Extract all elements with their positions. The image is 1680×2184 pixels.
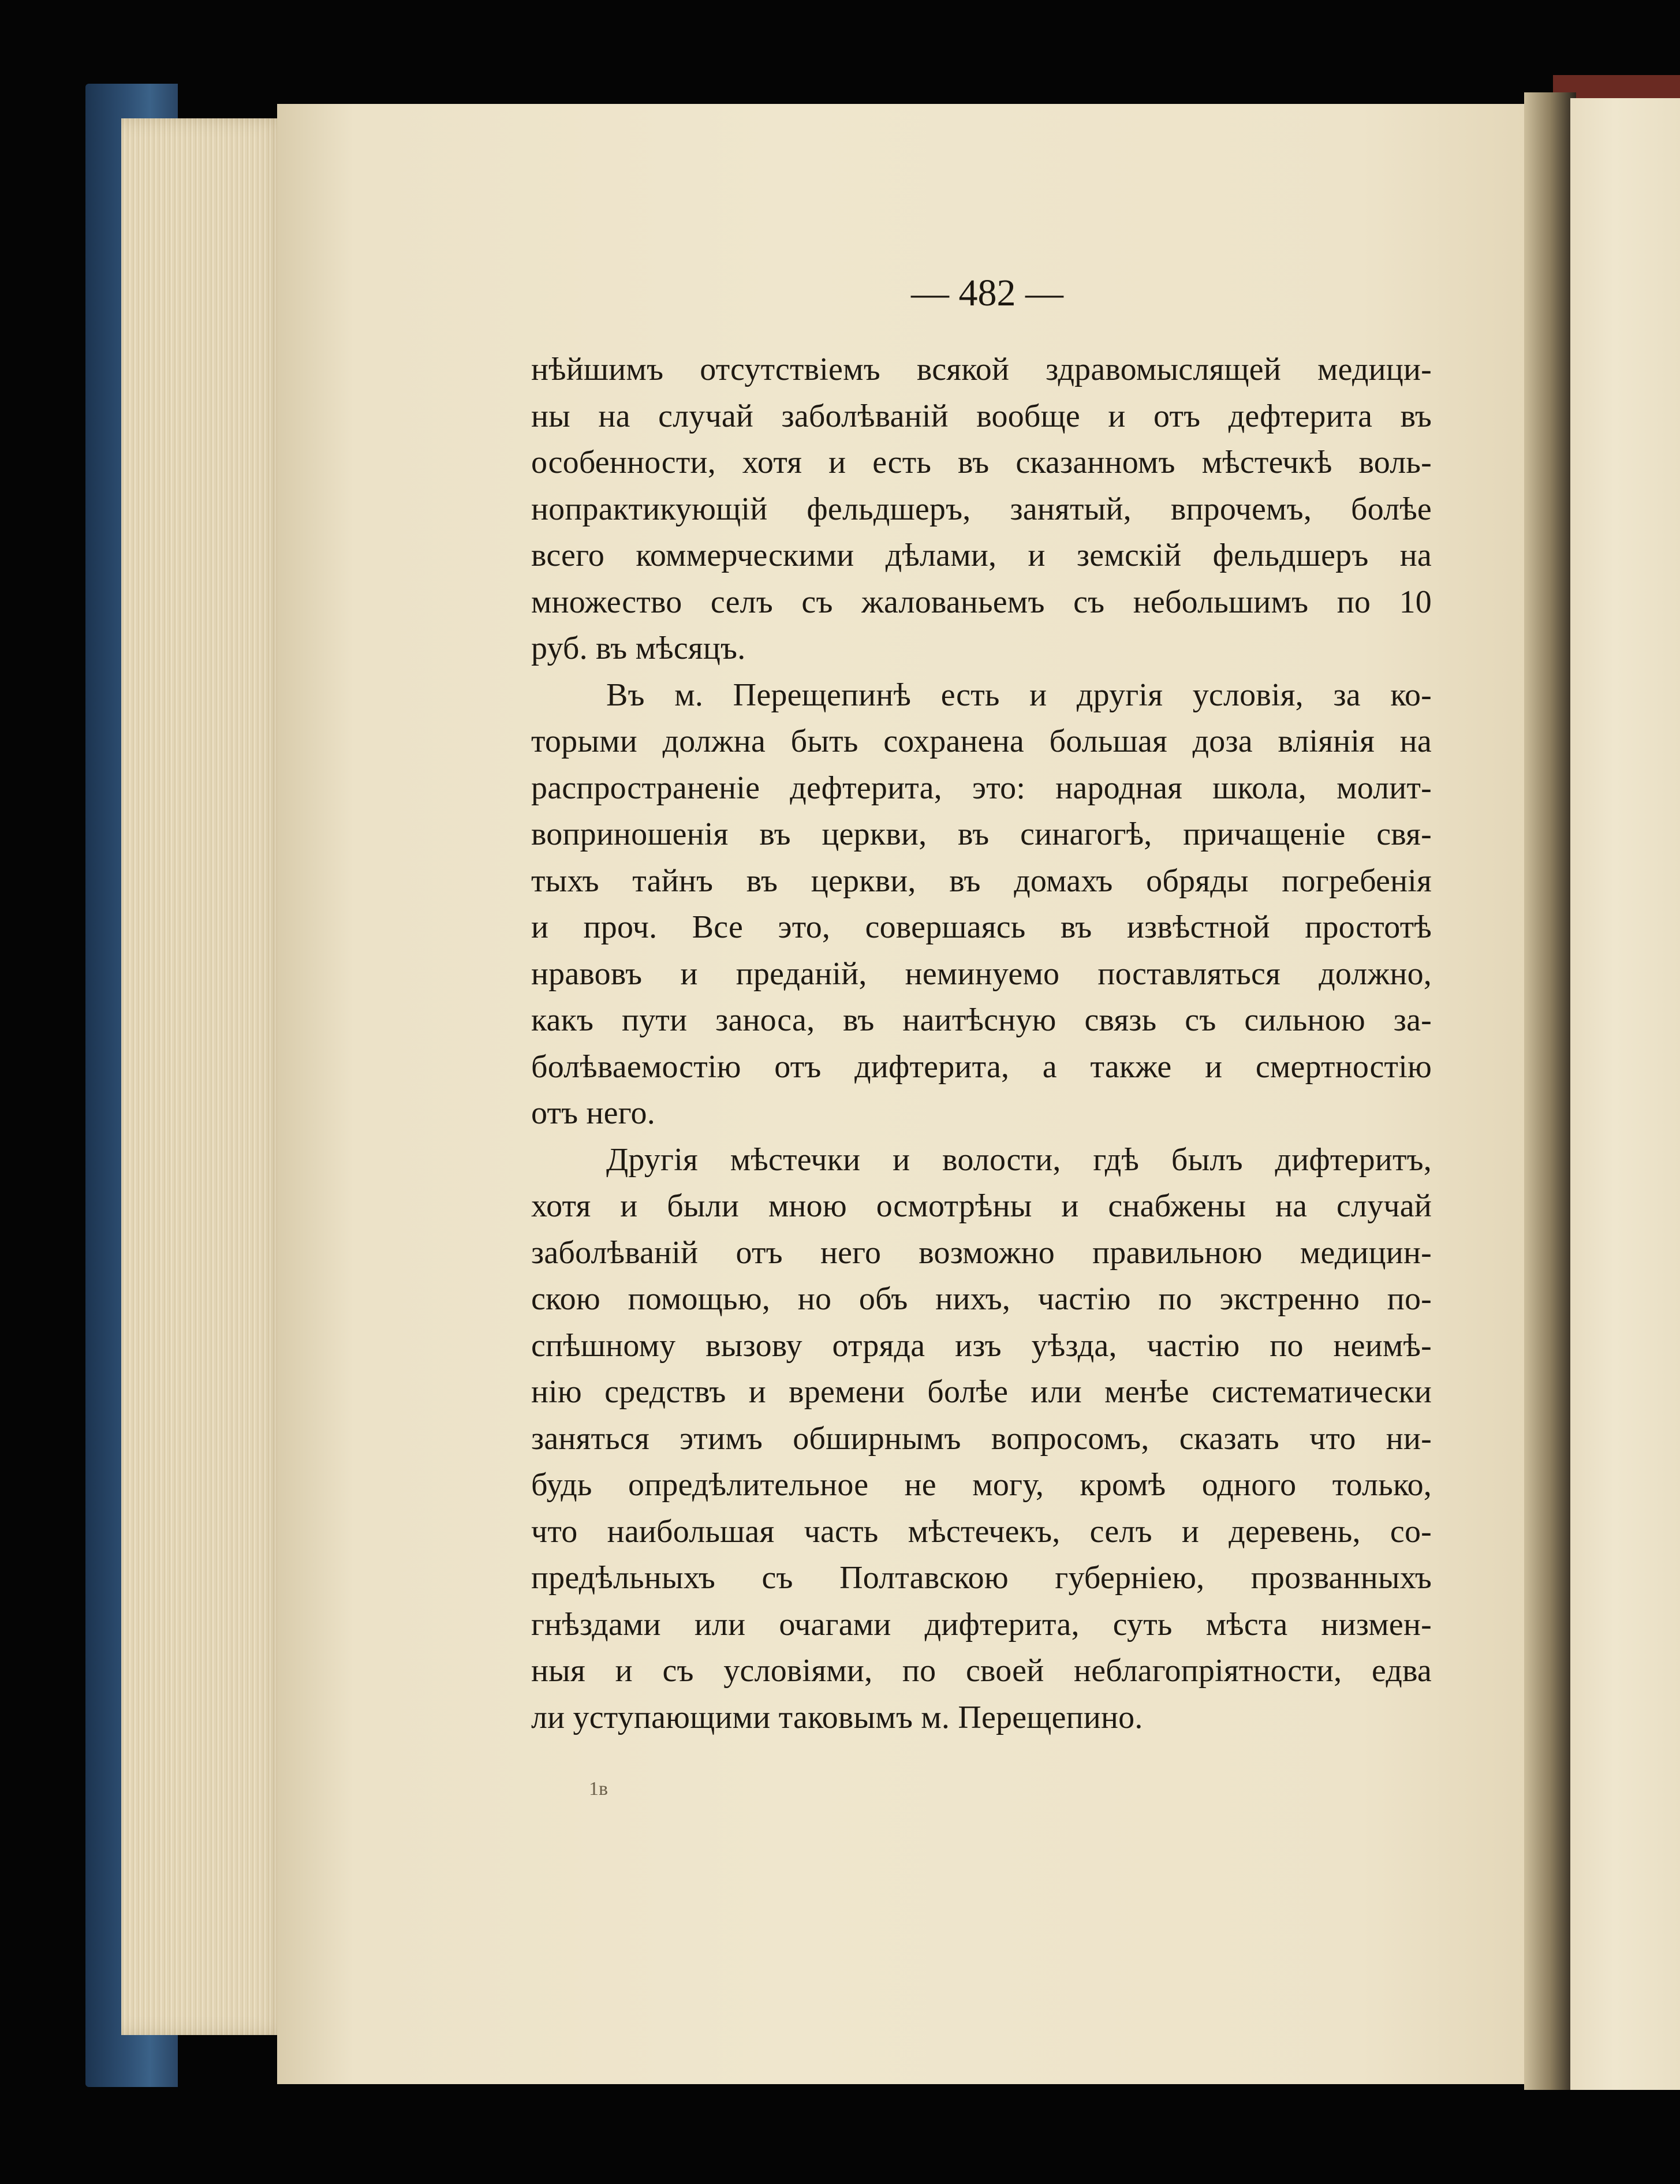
text-line: ли уступающими таковымъ м. Перещепино. (531, 1699, 1143, 1735)
body-text (531, 346, 1432, 1741)
text-line: Другія мѣстечки и волости, гдѣ былъ дифтеритъ, (606, 1141, 1432, 1178)
text-line: хотя и были мною осмотрѣны и снабжены на случай (531, 1188, 1432, 1224)
margin-mark: 1в (589, 1778, 608, 1800)
text-line: отъ него. (531, 1095, 655, 1131)
text-line: торыми должна быть сохранена большая доза вліянія на (531, 723, 1432, 759)
text-line: нравовъ и преданій, неминуемо поставляться должно, (531, 955, 1432, 992)
text-line: руб. въ мѣсяцъ. (531, 630, 746, 666)
text-line: ныя и съ условіями, по своей неблагопріятности, едва (531, 1653, 1432, 1689)
gutter-shadow (1524, 92, 1576, 2090)
text-line: распространеніе дефтерита, это: народная школа, молит- (531, 770, 1432, 806)
text-line: заболѣваній отъ него возможно правильною медицин- (531, 1234, 1432, 1271)
text-line: скою помощью, но объ нихъ, частію по экстренно по- (531, 1281, 1432, 1317)
text-line: что наибольшая часть мѣстечекъ, селъ и деревень, со- (531, 1513, 1432, 1550)
page-number: — 482 — (911, 272, 1063, 314)
text-line: будь опредѣлительное не могу, кромѣ одного только, (531, 1467, 1432, 1503)
facing-page (1570, 98, 1680, 2090)
text-line: ны на случай заболѣваній вообще и отъ дефтерита въ (531, 398, 1432, 434)
text-line: спѣшному вызову отряда изъ уѣзда, частію по неимѣ- (531, 1327, 1432, 1364)
text-line: множество селъ съ жалованьемъ съ небольшимъ по 10 (531, 584, 1432, 620)
text-line: нѣйшимъ отсутствіемъ всякой здравомыслящей медици- (531, 352, 1432, 387)
text-line: предѣльныхъ съ Полтавскою губерніею, прозванныхъ (531, 1560, 1432, 1596)
text-line: заняться этимъ обширнымъ вопросомъ, сказать что ни- (531, 1420, 1432, 1457)
text-line: всего коммерческими дѣлами, и земскій фельдшеръ на (531, 537, 1432, 573)
text-line: нію средствъ и времени болѣе или менѣе систематически (531, 1374, 1432, 1410)
text-line: гнѣздами или очагами дифтерита, суть мѣста низмен- (531, 1606, 1432, 1642)
text-line: нопрактикующій фельдшеръ, занятый, впрочемъ, болѣе (531, 491, 1432, 527)
text-line: болѣваемостію отъ дифтерита, а также и смертностію (531, 1048, 1432, 1085)
text-line: и проч. Все это, совершаясь въ извѣстной простотѣ (531, 909, 1432, 945)
text-line: какъ пути заноса, въ наитѣсную связь съ сильною за- (531, 1002, 1432, 1038)
page-edges (121, 118, 289, 2035)
text-line: тыхъ тайнъ въ церкви, въ домахъ обряды погребенія (531, 863, 1432, 899)
text-line: Въ м. Перещепинѣ есть и другія условія, за ко- (606, 677, 1432, 713)
text-line: воприношенія въ церкви, въ синагогѣ, причащеніе свя- (531, 816, 1432, 852)
text-line: особенности, хотя и есть въ сказанномъ мѣстечкѣ воль- (531, 445, 1432, 480)
